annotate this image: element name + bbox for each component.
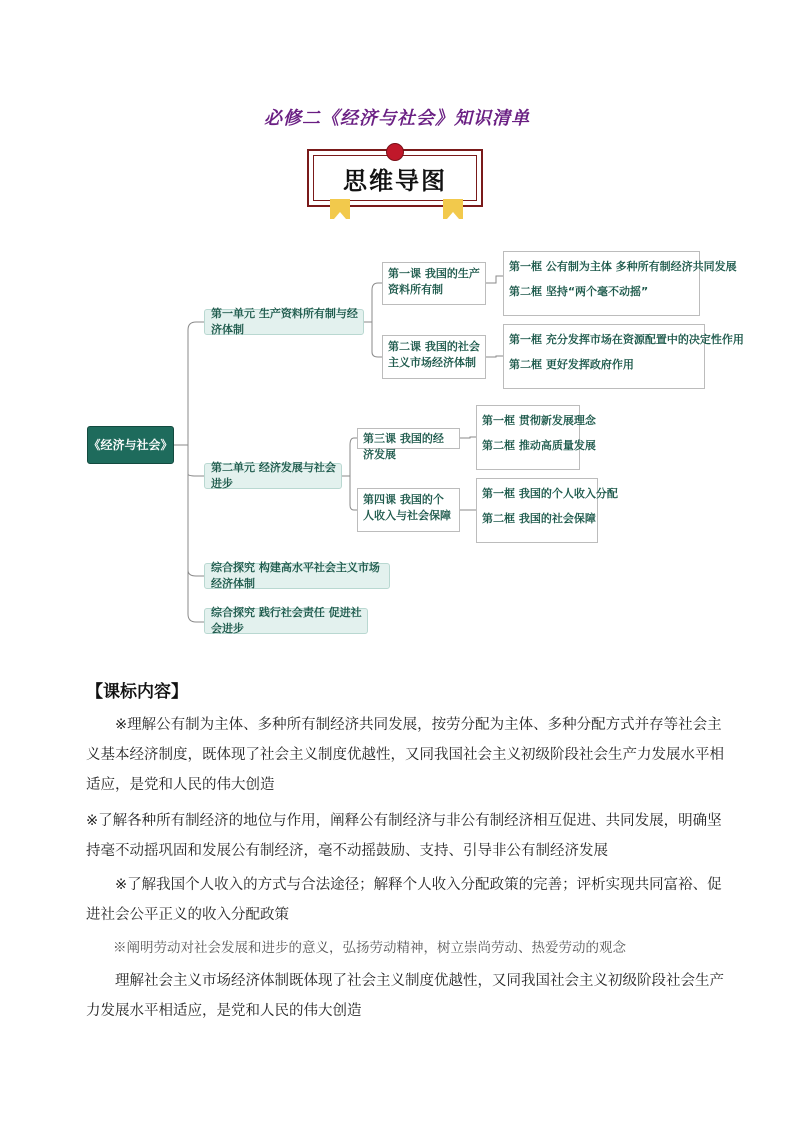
frame-item: 第一框 公有制为主体 多种所有制经济共同发展 [509,260,737,273]
lesson-1-frames [503,251,737,316]
lesson-2-frames [503,324,744,389]
lesson-1-node: 第一课 我国的生产资料所有制 [382,262,486,305]
curriculum-paragraph: ※理解公有制为主体、多种所有制经济共同发展，按劳分配为主体、多种分配方式并存等社会主义基本经济制度，既体现了社会主义制度优越性，又同我国社会主义初级阶段社会生产力发展水平相适应，是党和人民的伟大创造 [86,717,724,793]
lesson-3-node: 第三课 我国的经济发展 [357,428,460,449]
frame-item: 第二框 更好发挥政府作用 [509,358,634,371]
frame-item: 第一框 我国的个人收入分配 [482,487,618,500]
unit-1-node: 第一单元 生产资料所有制与经济体制 [204,309,364,335]
unit-4-node: 综合探究 践行社会责任 促进社会进步 [204,608,368,634]
frame-item: 第二框 推动高质量发展 [482,439,596,452]
curriculum-paragraph: 理解社会主义市场经济体制既体现了社会主义制度优越性，又同我国社会主义初级阶段社会生产力发展水平相适应，是党和人民的伟大创造 [86,973,724,1019]
frame-item: 第一框 贯彻新发展理念 [482,414,596,427]
curriculum-heading: 【课标内容】 [86,682,188,702]
curriculum-paragraph: ※阐明劳动对社会发展和进步的意义，弘扬劳动精神，树立崇尚劳动、热爱劳动的观念 [113,940,626,956]
curriculum-paragraph: ※了解各种所有制经济的地位与作用，阐释公有制经济与非公有制经济相互促进、共同发展，明确坚持毫不动摇巩固和发展公有制经济，毫不动摇鼓励、支持、引导非公有制经济发展 [86,813,722,859]
banner-title: 思维导图 [343,166,447,195]
lesson-3-frames [476,405,596,470]
frame-item: 第一框 充分发挥市场在资源配置中的决定性作用 [509,333,744,346]
frame-item: 第二框 我国的社会保障 [482,512,596,525]
lesson-2-node: 第二课 我国的社会主义市场经济体制 [382,335,486,379]
unit-3-node: 综合探究 构建高水平社会主义市场经济体制 [204,563,390,589]
lesson-4-node: 第四课 我国的个人收入与社会保障 [357,488,460,532]
lesson-4-frames [476,478,618,543]
mindmap-root: 《经济与社会》 [87,426,174,464]
document-title: 必修二《经济与社会》知识清单 [264,108,530,129]
unit-2-node: 第二单元 经济发展与社会进步 [204,463,342,489]
curriculum-paragraph: ※了解我国个人收入的方式与合法途径；解释个人收入分配政策的完善；评析实现共同富裕、促进社会公平正义的收入分配政策 [86,877,722,923]
frame-item: 第二框 坚持“两个毫不动摇” [509,285,649,298]
